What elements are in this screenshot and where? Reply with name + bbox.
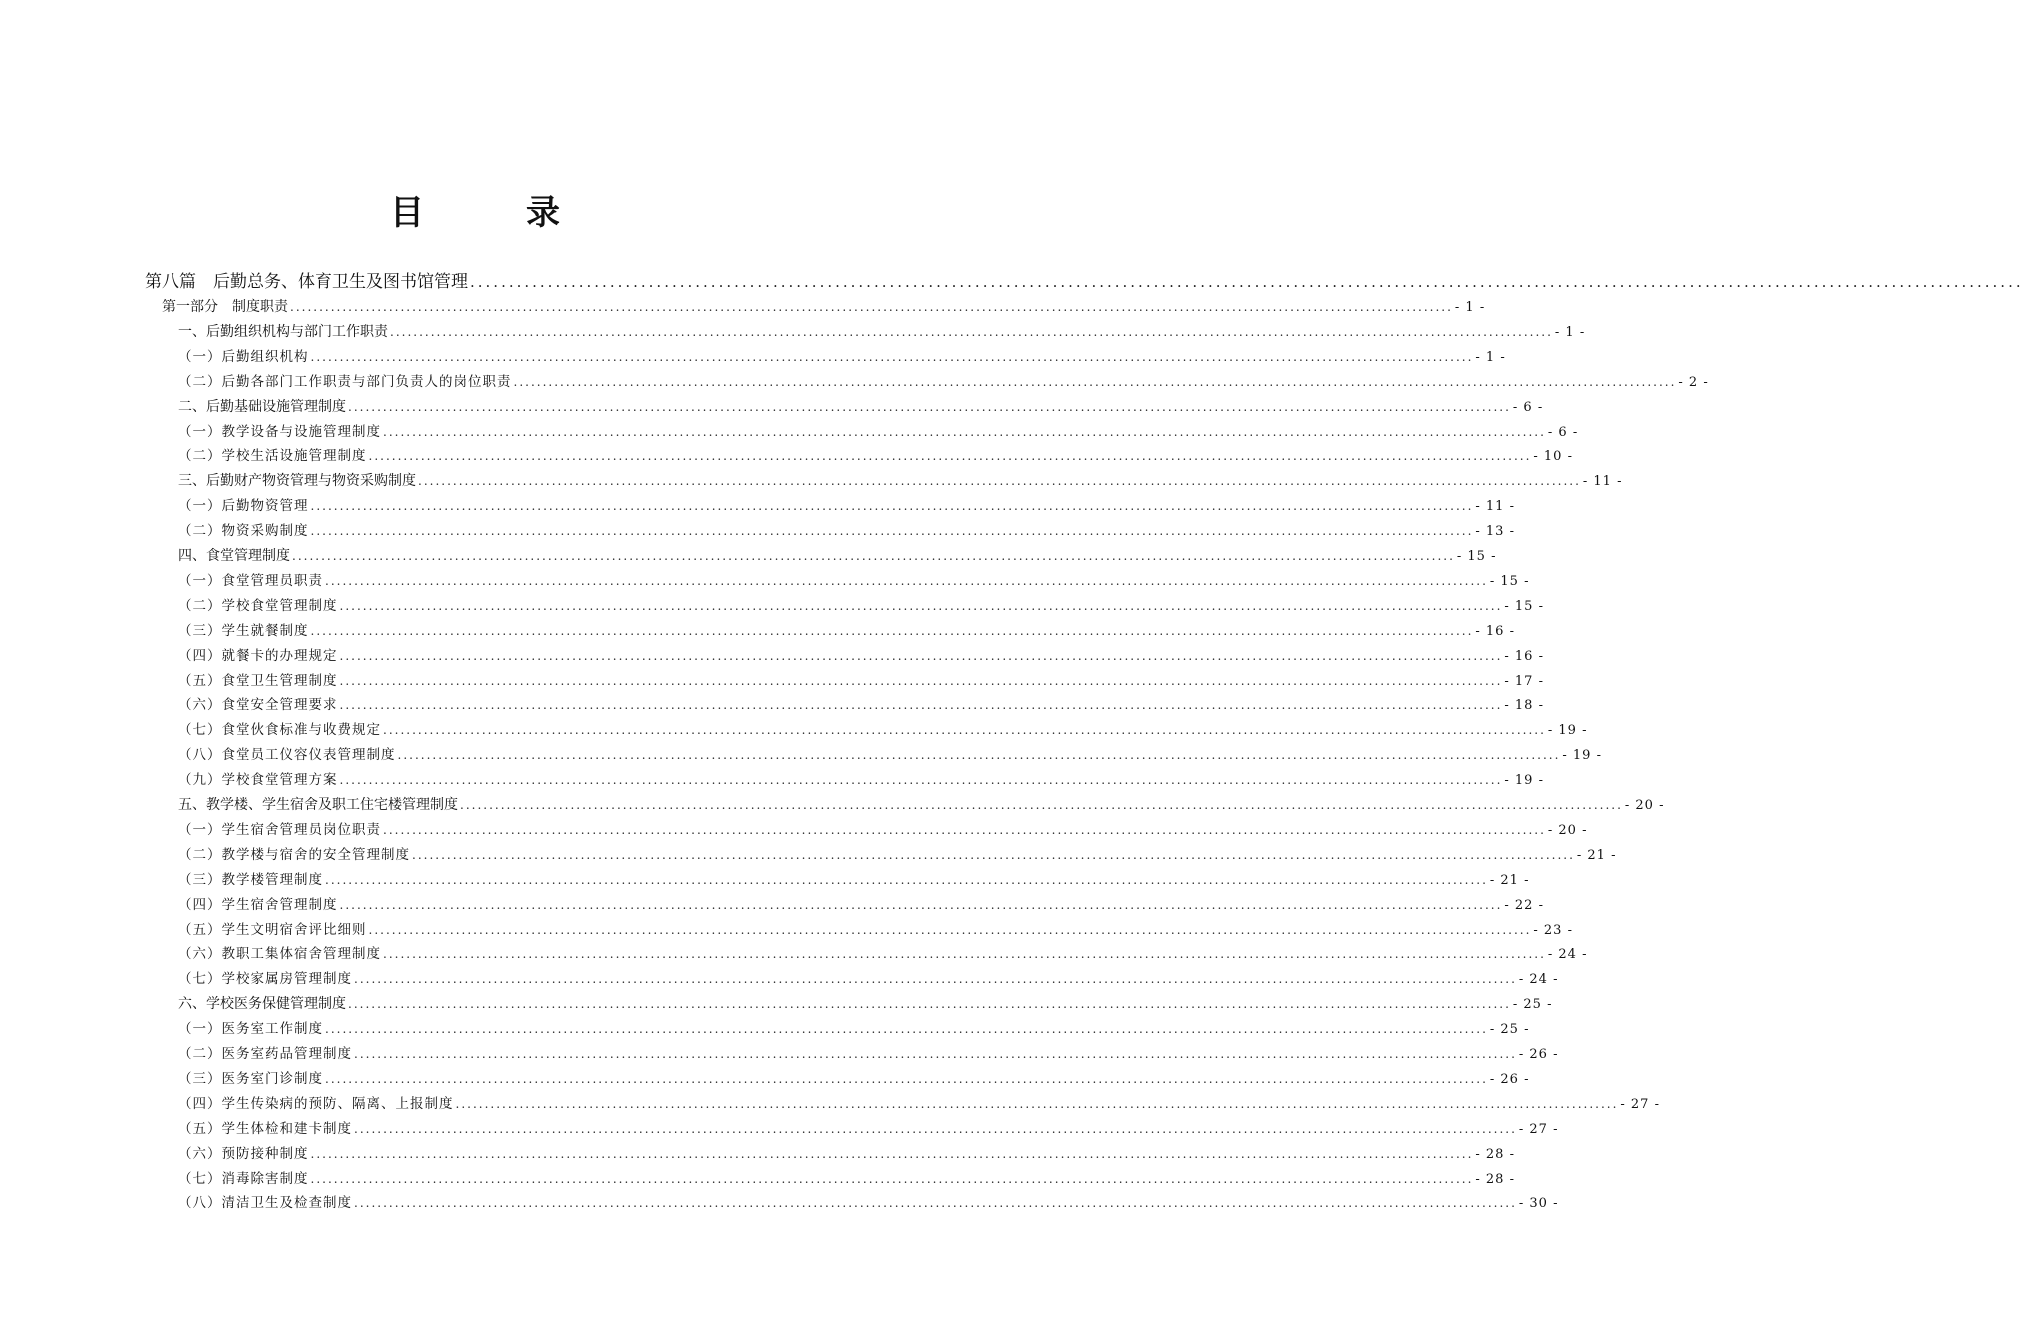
toc-leader-dots: ........................................................................................................................................................................................................ bbox=[418, 474, 1581, 489]
toc-leader-dots: ........................................................................................................................................................................................................ bbox=[310, 499, 1474, 514]
toc-entry[interactable] bbox=[178, 594, 1544, 618]
toc-entry-page: - 15 - bbox=[1504, 598, 1544, 614]
toc-entry-title: （三）学生就餐制度 bbox=[178, 622, 309, 639]
toc-entry[interactable] bbox=[178, 569, 1530, 593]
toc-entry-title: （五）学生文明宿舍评比细则 bbox=[178, 921, 367, 938]
toc-entry[interactable] bbox=[178, 544, 1497, 568]
toc-entry-page: - 28 - bbox=[1475, 1171, 1515, 1187]
toc-entry-page: - 2 - bbox=[1678, 374, 1709, 390]
toc-entry-page: - 15 - bbox=[1489, 573, 1530, 589]
toc-entry[interactable] bbox=[178, 868, 1530, 892]
toc-entry[interactable] bbox=[178, 644, 1544, 668]
toc-entry-page: - 17 - bbox=[1504, 673, 1544, 689]
toc-entry[interactable] bbox=[178, 444, 1573, 468]
toc-entry-title: （一）医务室工作制度 bbox=[178, 1021, 323, 1038]
toc-entry-title: （五）学生体检和建卡制度 bbox=[178, 1120, 352, 1137]
toc-entry[interactable] bbox=[178, 718, 1588, 742]
toc-leader-dots: ........................................................................................................................................................................................................ bbox=[383, 822, 1546, 837]
toc-leader-dots: ........................................................................................................................................................................................................ bbox=[383, 723, 1546, 738]
toc-leader-dots: ........................................................................................................................................................................................................ bbox=[325, 1071, 1488, 1086]
toc-leader-dots: ........................................................................................................................................................................................................ bbox=[354, 972, 1517, 987]
toc-entry[interactable] bbox=[178, 469, 1623, 493]
toc-entry-page: - 27 - bbox=[1518, 1121, 1559, 1137]
toc-entry-title: 二、后勤基础设施管理制度 bbox=[178, 398, 346, 415]
toc-entry-page: - 15 - bbox=[1456, 549, 1497, 564]
toc-entry-title: （二）物资采购制度 bbox=[178, 523, 309, 540]
toc-entry-title: （一）后勤组织机构 bbox=[178, 348, 309, 365]
toc-entry-page: - 1 - bbox=[1554, 324, 1586, 340]
toc-entry-title: （七）学校家属房管理制度 bbox=[178, 971, 352, 988]
toc-entry-page: - 21 - bbox=[1576, 847, 1617, 863]
toc-entry-title: （九）学校食堂管理方案 bbox=[178, 772, 338, 789]
toc-leader-dots: ........................................................................................................................................................................................................ bbox=[339, 598, 1503, 613]
toc-entry-page: - 19 - bbox=[1547, 723, 1588, 739]
toc-entry[interactable] bbox=[178, 320, 1586, 344]
toc-entry-page: - 16 - bbox=[1475, 623, 1515, 639]
toc-leader-dots: ........................................................................................................................................................................................................ bbox=[339, 773, 1503, 788]
toc-entry-title: （五）食堂卫生管理制度 bbox=[178, 672, 338, 689]
toc-entry-page: - 28 - bbox=[1475, 1146, 1515, 1162]
toc-entry-title: 第一部分 制度职责 bbox=[162, 299, 288, 315]
toc-entry[interactable] bbox=[178, 1092, 1660, 1116]
toc-entry-page: - 10 - bbox=[1533, 449, 1573, 465]
toc-entry-title: 六、学校医务保健管理制度 bbox=[178, 996, 346, 1013]
toc-leader-dots: ........................................................................................................................................................................................................ bbox=[390, 324, 1553, 339]
toc-entry[interactable] bbox=[178, 918, 1573, 942]
toc-entry-title: （二）学校食堂管理制度 bbox=[178, 597, 338, 614]
toc-entry-title: （六）预防接种制度 bbox=[178, 1145, 309, 1162]
toc-entry-page: - 24 - bbox=[1547, 947, 1588, 963]
toc-entry-page: - 30 - bbox=[1518, 1196, 1559, 1212]
toc-entry[interactable] bbox=[178, 1017, 1530, 1041]
toc-leader-dots: ........................................................................................................................................................................................................ bbox=[310, 349, 1474, 364]
toc-entry-page: - 19 - bbox=[1504, 773, 1544, 789]
toc-entry-title: （二）后勤各部门工作职责与部门负责人的岗位职责 bbox=[178, 373, 512, 390]
toc-entry-title: （四）学生宿舍管理制度 bbox=[178, 896, 338, 913]
toc-entry-title: （一）后勤物资管理 bbox=[178, 498, 309, 515]
toc-entry-page: - 1 - bbox=[1454, 300, 1486, 315]
toc-entry-title: （一）教学设备与设施管理制度 bbox=[178, 423, 381, 440]
toc-leader-dots: ........................................................................................................................................................................................................ bbox=[348, 399, 1511, 414]
toc-leader-dots: ........................................................................................................................................................................................................ bbox=[397, 748, 1561, 763]
toc-entry[interactable] bbox=[178, 345, 1506, 369]
toc-entry[interactable] bbox=[178, 519, 1515, 543]
toc-leader-dots: ........................................................................................................................................................................................................ bbox=[325, 872, 1488, 887]
toc-entry[interactable] bbox=[178, 992, 1553, 1016]
toc-entry-page: - 13 - bbox=[1475, 524, 1515, 540]
toc-entry[interactable] bbox=[145, 268, 2024, 296]
toc-entry-title: （六）食堂安全管理要求 bbox=[178, 697, 338, 714]
toc-entry-page: - 16 - bbox=[1504, 648, 1544, 664]
toc-entry-title: （七）消毒除害制度 bbox=[178, 1170, 309, 1187]
toc-leader-dots: ........................................................................................................................................................................................................ bbox=[339, 698, 1503, 713]
toc-entry[interactable] bbox=[178, 843, 1617, 867]
toc-entry[interactable] bbox=[178, 818, 1588, 842]
toc-entry[interactable] bbox=[178, 370, 1709, 394]
toc-entry-title: 四、食堂管理制度 bbox=[178, 548, 290, 564]
toc-entry[interactable] bbox=[178, 669, 1544, 693]
toc-leader-dots: ........................................................................................................................................................................................................ bbox=[310, 524, 1474, 539]
toc-entry[interactable] bbox=[178, 1067, 1530, 1091]
toc-entry[interactable] bbox=[178, 494, 1515, 518]
toc-entry-page: - 19 - bbox=[1562, 748, 1602, 764]
toc-entry-title: （三）教学楼管理制度 bbox=[178, 871, 323, 888]
toc-entry-title: （八）食堂员工仪容仪表管理制度 bbox=[178, 747, 396, 764]
toc-entry[interactable] bbox=[178, 967, 1559, 991]
toc-leader-dots: ........................................................................................................................................................................................................ bbox=[354, 1047, 1517, 1061]
toc-entry[interactable] bbox=[178, 693, 1544, 717]
toc-leader-dots: ........................................................................................................................................................................................................ bbox=[383, 424, 1546, 439]
toc-entry-title: （三）医务室门诊制度 bbox=[178, 1070, 323, 1087]
toc-entry[interactable] bbox=[178, 1191, 1559, 1215]
toc-leader-dots: ........................................................................................................................................................................................................ bbox=[354, 1121, 1517, 1136]
toc-entry-title: （四）就餐卡的办理规定 bbox=[178, 647, 338, 664]
toc-leader-dots: ........................................................................................................................................................................................................ bbox=[368, 922, 1532, 937]
toc-entry[interactable] bbox=[178, 1117, 1559, 1141]
toc-entry-page: - 20 - bbox=[1624, 798, 1665, 813]
toc-leader-dots: ........................................................................................................................................................................................................ bbox=[325, 1022, 1488, 1037]
toc-leader-dots: ........................................................................................................................................................................................................ bbox=[339, 897, 1503, 912]
toc-entry[interactable] bbox=[178, 768, 1544, 792]
toc-entry[interactable] bbox=[178, 893, 1544, 917]
toc-entry[interactable] bbox=[162, 295, 1486, 319]
toc-leader-dots: ........................................................................................................................................................................................................ bbox=[292, 549, 1455, 563]
toc-entry-page: - 1 - bbox=[1475, 349, 1506, 365]
toc-entry-title: 三、后勤财产物资管理与物资采购制度 bbox=[178, 473, 416, 490]
toc-leader-dots: ........................................................................................................................................................................................................ bbox=[470, 273, 2024, 291]
toc-entry-page: - 24 - bbox=[1518, 972, 1559, 988]
toc-leader-dots: ........................................................................................................................................................................................................ bbox=[339, 648, 1503, 663]
toc-leader-dots: ........................................................................................................................................................................................................ bbox=[339, 673, 1503, 688]
toc-entry-title: （二）教学楼与宿舍的安全管理制度 bbox=[178, 846, 410, 863]
toc-leader-dots: ........................................................................................................................................................................................................ bbox=[325, 573, 1488, 588]
toc-entry[interactable] bbox=[178, 743, 1602, 767]
toc-leader-dots: ........................................................................................................................................................................................................ bbox=[460, 798, 1623, 812]
toc-entry-title: （四）学生传染病的预防、隔离、上报制度 bbox=[178, 1095, 454, 1112]
toc-leader-dots: ........................................................................................................................................................................................................ bbox=[412, 847, 1575, 862]
toc-entry-title: 五、教学楼、学生宿舍及职工住宅楼管理制度 bbox=[178, 797, 458, 813]
toc-entry-page: - 26 - bbox=[1489, 1071, 1530, 1087]
toc-entry-page: - 6 - bbox=[1512, 399, 1544, 415]
toc-leader-dots: ........................................................................................................................................................................................................ bbox=[455, 1096, 1619, 1111]
toc-entry-page: - 27 - bbox=[1620, 1096, 1660, 1112]
toc-leader-dots: ........................................................................................................................................................................................................ bbox=[354, 1196, 1517, 1211]
toc-leader-dots: ........................................................................................................................................................................................................ bbox=[513, 374, 1677, 389]
toc-entry[interactable] bbox=[178, 619, 1515, 643]
toc-entry-title: 一、后勤组织机构与部门工作职责 bbox=[178, 323, 388, 340]
toc-entry-page: - 25 - bbox=[1489, 1022, 1530, 1038]
toc-entry-page: - 6 - bbox=[1547, 424, 1579, 440]
toc-leader-dots: ........................................................................................................................................................................................................ bbox=[383, 947, 1546, 962]
toc-entry-title: （一）食堂管理员职责 bbox=[178, 572, 323, 589]
toc-entry-page: - 11 - bbox=[1475, 499, 1515, 515]
toc-entry[interactable] bbox=[178, 1042, 1559, 1066]
toc-entry-title: （一）学生宿舍管理员岗位职责 bbox=[178, 821, 381, 838]
page-title: 目 录 bbox=[390, 193, 594, 233]
toc-entry[interactable] bbox=[178, 420, 1579, 444]
toc-entry-title: 第八篇 后勤总务、体育卫生及图书馆管理 bbox=[145, 272, 468, 292]
toc-entry-title: （二）医务室药品管理制度 bbox=[178, 1046, 352, 1062]
toc-entry-title: （六）教职工集体宿舍管理制度 bbox=[178, 946, 381, 963]
toc-entry-page: - 25 - bbox=[1512, 997, 1553, 1013]
toc-entry-page: - 21 - bbox=[1489, 872, 1530, 888]
toc-leader-dots: ........................................................................................................................................................................................................ bbox=[310, 1146, 1474, 1161]
toc-entry-page: - 23 - bbox=[1533, 922, 1573, 938]
toc-entry-page: - 26 - bbox=[1518, 1047, 1559, 1062]
toc-entry[interactable] bbox=[178, 793, 1665, 817]
toc-entry-page: - 18 - bbox=[1504, 698, 1544, 714]
toc-leader-dots: ........................................................................................................................................................................................................ bbox=[368, 449, 1532, 464]
toc-entry[interactable] bbox=[178, 942, 1588, 966]
toc-entry-title: （二）学校生活设施管理制度 bbox=[178, 448, 367, 465]
toc-entry-page: - 22 - bbox=[1504, 897, 1544, 913]
toc-leader-dots: ........................................................................................................................................................................................................ bbox=[310, 623, 1474, 638]
toc-entry[interactable] bbox=[178, 395, 1544, 419]
toc-entry-title: （七）食堂伙食标准与收费规定 bbox=[178, 722, 381, 739]
toc-entry[interactable] bbox=[178, 1142, 1515, 1166]
toc-leader-dots: ........................................................................................................................................................................................................ bbox=[348, 997, 1511, 1012]
toc-entry[interactable] bbox=[178, 1167, 1515, 1191]
toc-entry-page: - 20 - bbox=[1547, 822, 1588, 838]
toc-entry-title: （八）清洁卫生及检查制度 bbox=[178, 1195, 352, 1212]
toc-leader-dots: ........................................................................................................................................................................................................ bbox=[290, 300, 1453, 314]
toc-leader-dots: ........................................................................................................................................................................................................ bbox=[310, 1171, 1474, 1186]
toc-entry-page: - 11 - bbox=[1582, 474, 1623, 490]
